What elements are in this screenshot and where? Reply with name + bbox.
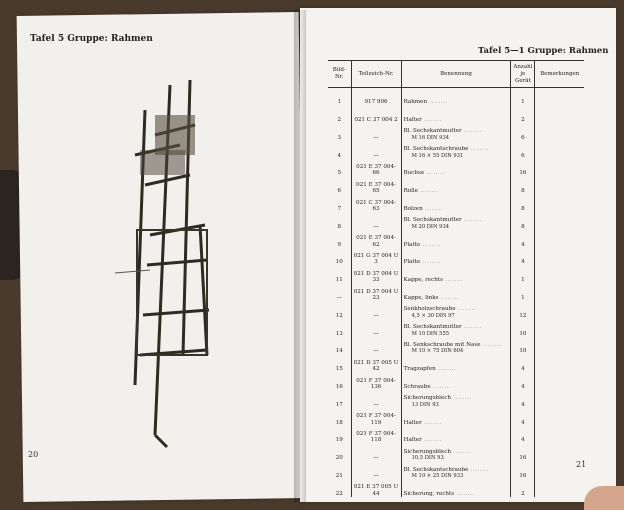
cell-nr: — — [328, 284, 351, 302]
cell-anzahl: 4 — [511, 248, 535, 266]
cell-anzahl: 4 — [511, 373, 535, 391]
cell-nr: 1 — [328, 88, 351, 106]
cell-teil: 021 E 37 005 U 44 — [351, 480, 401, 498]
left-page-number: 20 — [28, 450, 39, 459]
cell-bemerkungen — [535, 355, 584, 373]
table-row — [328, 88, 584, 106]
leader-dots: ........ — [442, 277, 464, 284]
cell-nr: 6 — [328, 177, 351, 195]
cell-nr: 9 — [328, 230, 351, 248]
cell-anzahl: 2 — [511, 480, 535, 498]
cell-bemerkungen — [535, 408, 584, 426]
leader-dots: ........ — [420, 259, 441, 266]
cell-teil: 021 D 37 004 U 33 — [351, 266, 401, 284]
cell-bemerkungen — [535, 480, 584, 498]
cell-teil: — — [351, 462, 401, 480]
parts-table — [328, 60, 587, 497]
table-row — [328, 391, 584, 409]
cell-benennung-text: Halter — [403, 437, 422, 444]
cell-teil: — — [351, 302, 401, 320]
cell-benennung — [401, 462, 511, 480]
cell-teil: 021 C 37 004 2 — [351, 106, 401, 124]
cell-bemerkungen — [535, 124, 584, 142]
cell-benennung-text: Bl. Sechskantschraube — [403, 466, 469, 473]
cell-teil: 021 G 37 004 U 3 — [351, 248, 401, 266]
cell-benennung-text: Kappe, links — [403, 295, 439, 302]
leader-dots: ........ — [418, 188, 439, 195]
table-row — [328, 426, 584, 444]
leader-dots: ........ — [421, 419, 443, 426]
cell-teil: — — [351, 337, 401, 355]
cell-benennung — [401, 213, 511, 231]
cell-anzahl: 4 — [511, 391, 535, 409]
cell-teil: — — [351, 141, 401, 159]
parts-table-header — [328, 61, 584, 88]
cell-bemerkungen — [535, 302, 584, 320]
table-row — [328, 337, 584, 355]
cell-bemerkungen — [535, 177, 584, 195]
cell-teil: 021 D 37 005 U 42 — [351, 355, 401, 373]
cell-benennung-text: Bolzen — [403, 206, 423, 213]
thumb — [584, 486, 624, 510]
header-teil: Teilzeich-Nr. — [351, 61, 401, 88]
table-row — [328, 124, 584, 142]
cell-benennung-text: Tragzapfen — [403, 366, 436, 373]
cell-anzahl: 1 — [511, 266, 535, 284]
cell-benennung — [401, 373, 511, 391]
table-row — [328, 159, 584, 177]
cell-benennung-text: Bl. Senkschraube mit Nase — [403, 341, 481, 348]
leader-dots: ........ — [454, 490, 475, 497]
header-nr: Bild-Nr. — [328, 61, 351, 88]
cell-teil: — — [351, 124, 401, 142]
leader-dots: ........ — [480, 341, 502, 348]
cell-teil: 021 C 37 004-63 — [351, 195, 401, 213]
cell-benennung-text: Kappe, rechts — [403, 277, 443, 284]
cell-teil: 021 F 37 004-118 — [351, 426, 401, 444]
cell-benennung-sub: M 10 DIN 555 — [411, 330, 450, 337]
cell-nr: 22 — [328, 480, 351, 498]
cell-bemerkungen — [535, 373, 584, 391]
cell-benennung-sub: M 16 × 55 DIN 931 — [411, 152, 464, 159]
cell-bemerkungen — [535, 88, 584, 106]
leader-dots: ........ — [435, 366, 457, 373]
cell-nr: 14 — [328, 337, 351, 355]
cell-benennung-sub: M 10 × 25 DIN 933 — [411, 473, 464, 480]
table-row — [328, 141, 584, 159]
cell-nr: 13 — [328, 319, 351, 337]
cell-benennung-text: Senkholzschraube — [403, 306, 456, 313]
cell-anzahl: 16 — [511, 444, 535, 462]
cell-anzahl: 16 — [511, 159, 535, 177]
cell-benennung — [401, 88, 511, 106]
cell-nr: 5 — [328, 159, 351, 177]
cell-benennung-text: Bl. Sechskantmutter — [403, 217, 462, 224]
table-row — [328, 355, 584, 373]
table-row — [328, 480, 584, 498]
cell-bemerkungen — [535, 266, 584, 284]
cell-teil: 021 F 37 004-136 — [351, 373, 401, 391]
cell-nr: 12 — [328, 302, 351, 320]
leader-dots: ........ — [450, 395, 472, 402]
cell-benennung — [401, 408, 511, 426]
cell-benennung — [401, 337, 511, 355]
cell-bemerkungen — [535, 213, 584, 231]
cell-benennung — [401, 106, 511, 124]
header-benennung: Benennung — [401, 61, 511, 88]
cell-benennung-text: Schraube — [403, 384, 431, 391]
cell-nr: 20 — [328, 444, 351, 462]
cell-bemerkungen — [535, 230, 584, 248]
right-page-number: 21 — [576, 460, 587, 469]
cell-teil: — — [351, 391, 401, 409]
cell-benennung — [401, 248, 511, 266]
leader-dots: ........ — [422, 206, 444, 213]
cell-benennung-sub: 10,5 DIN 93 — [411, 455, 444, 462]
cell-anzahl: 1 — [511, 88, 535, 106]
cell-nr: 10 — [328, 248, 351, 266]
cell-benennung — [401, 124, 511, 142]
table-row — [328, 408, 584, 426]
cell-nr: 8 — [328, 213, 351, 231]
cell-benennung-text: Sicherungsblech — [403, 395, 451, 402]
book-gutter — [294, 10, 306, 502]
cell-bemerkungen — [535, 141, 584, 159]
cell-benennung-text: Sicherung, rechts — [403, 490, 455, 497]
cell-anzahl: 4 — [511, 355, 535, 373]
cell-anzahl: 4 — [511, 230, 535, 248]
header-anzahl: Anzahl je Gerät — [511, 61, 535, 88]
cell-benennung-text: Bl. Sechskantschraube — [403, 146, 469, 153]
cell-bemerkungen — [535, 248, 584, 266]
cell-anzahl: 8 — [511, 177, 535, 195]
table-row — [328, 462, 584, 480]
cell-benennung — [401, 302, 511, 320]
cell-bemerkungen — [535, 195, 584, 213]
leader-dots: ........ — [420, 241, 441, 248]
cell-benennung-text: Rolle — [403, 188, 419, 195]
cell-benennung — [401, 444, 511, 462]
leader-dots: ........ — [468, 146, 489, 153]
cell-bemerkungen — [535, 284, 584, 302]
leader-dots: ........ — [461, 217, 483, 224]
cell-bemerkungen — [535, 391, 584, 409]
cell-benennung — [401, 355, 511, 373]
leader-dots: ........ — [438, 295, 460, 302]
cell-benennung — [401, 159, 511, 177]
cell-anzahl: 10 — [511, 337, 535, 355]
cell-nr: 17 — [328, 391, 351, 409]
cell-teil: 021 E 37 004-66 — [351, 159, 401, 177]
cell-benennung-text: Halter — [403, 117, 422, 124]
cell-benennung — [401, 480, 511, 498]
leader-dots: ........ — [421, 437, 443, 444]
cell-benennung — [401, 195, 511, 213]
leader-dots: ........ — [421, 117, 443, 124]
cell-bemerkungen — [535, 337, 584, 355]
cell-anzahl: 4 — [511, 408, 535, 426]
leader-dots: ........ — [430, 384, 452, 391]
leader-dots: ........ — [424, 170, 445, 177]
table-row — [328, 195, 584, 213]
table-row — [328, 230, 584, 248]
leader-dots: ........ — [468, 466, 489, 473]
right-page-title: Tafel 5—1 Gruppe: Rahmen — [478, 46, 609, 56]
leader-dots: ........ — [450, 448, 472, 455]
cell-nr: 4 — [328, 141, 351, 159]
cell-benennung-text: Halter — [403, 419, 422, 426]
leader-dots: ........ — [461, 324, 483, 331]
table-row — [328, 266, 584, 284]
cell-benennung — [401, 426, 511, 444]
cell-nr: 3 — [328, 124, 351, 142]
table-row — [328, 248, 584, 266]
cell-anzahl: 6 — [511, 141, 535, 159]
left-page-title: Tafel 5 Gruppe: Rahmen — [30, 34, 153, 44]
cell-teil: 917 906 — [351, 88, 401, 106]
cell-nr: 7 — [328, 195, 351, 213]
cell-anzahl: 6 — [511, 124, 535, 142]
cell-benennung — [401, 284, 511, 302]
cell-bemerkungen — [535, 319, 584, 337]
cell-anzahl: 8 — [511, 213, 535, 231]
cell-nr: 11 — [328, 266, 351, 284]
table-row — [328, 444, 584, 462]
cell-anzahl: 2 — [511, 106, 535, 124]
cell-teil: 021 F 37 004-119 — [351, 408, 401, 426]
table-row — [328, 177, 584, 195]
cell-benennung-text: Bl. Sechskantmutter — [403, 128, 462, 135]
frame-illustration — [95, 55, 225, 455]
cell-benennung — [401, 266, 511, 284]
leader-dots: ........ — [427, 99, 448, 106]
cell-benennung-text: Sicherungsblech — [403, 448, 451, 455]
cell-anzahl: 12 — [511, 302, 535, 320]
cell-bemerkungen — [535, 426, 584, 444]
cell-nr: 18 — [328, 408, 351, 426]
table-row — [328, 106, 584, 124]
table-row — [328, 373, 584, 391]
cell-benennung-text: Bl. Sechskantmutter — [403, 324, 462, 331]
table-row — [328, 319, 584, 337]
cell-nr: 19 — [328, 426, 351, 444]
cell-benennung-sub: M 16 DIN 934 — [411, 134, 450, 141]
cell-teil: — — [351, 444, 401, 462]
cell-anzahl: 1 — [511, 284, 535, 302]
cell-nr: 15 — [328, 355, 351, 373]
cell-nr: 2 — [328, 106, 351, 124]
cell-benennung-sub: 13 DIN 93 — [411, 401, 439, 408]
cell-benennung — [401, 319, 511, 337]
leader-dots: ........ — [461, 128, 483, 135]
cell-teil: — — [351, 213, 401, 231]
cell-teil: 021 D 37 004 U 23 — [351, 284, 401, 302]
header-bemerkungen: Bemerkungen — [535, 61, 584, 88]
cell-benennung — [401, 230, 511, 248]
leader-dots: ........ — [455, 306, 477, 313]
cell-benennung-sub: M 10 × 75 DIN 604 — [411, 348, 464, 355]
cell-anzahl: 16 — [511, 462, 535, 480]
cell-benennung — [401, 177, 511, 195]
cell-anzahl: 4 — [511, 426, 535, 444]
cell-benennung — [401, 141, 511, 159]
table-row — [328, 302, 584, 320]
table-row — [328, 284, 584, 302]
cell-benennung-text: Platte — [403, 241, 421, 248]
table-row — [328, 213, 584, 231]
cell-benennung-text: Rahmen — [403, 99, 428, 106]
cell-anzahl: 10 — [511, 319, 535, 337]
cell-nr: 16 — [328, 373, 351, 391]
cell-teil: 021 E 37 004-62 — [351, 230, 401, 248]
cell-teil: 021 E 37 004-65 — [351, 177, 401, 195]
cell-bemerkungen — [535, 106, 584, 124]
cell-bemerkungen — [535, 159, 584, 177]
cell-anzahl: 8 — [511, 195, 535, 213]
cell-benennung-sub: M 20 DIN 934 — [411, 223, 450, 230]
cell-teil: — — [351, 319, 401, 337]
cell-benennung-text: Buchse — [403, 170, 425, 177]
cell-benennung-sub: 4,5 × 30 DIN 97 — [411, 312, 455, 319]
cell-benennung — [401, 391, 511, 409]
cell-benennung-text: Platte — [403, 259, 421, 266]
cell-nr: 21 — [328, 462, 351, 480]
